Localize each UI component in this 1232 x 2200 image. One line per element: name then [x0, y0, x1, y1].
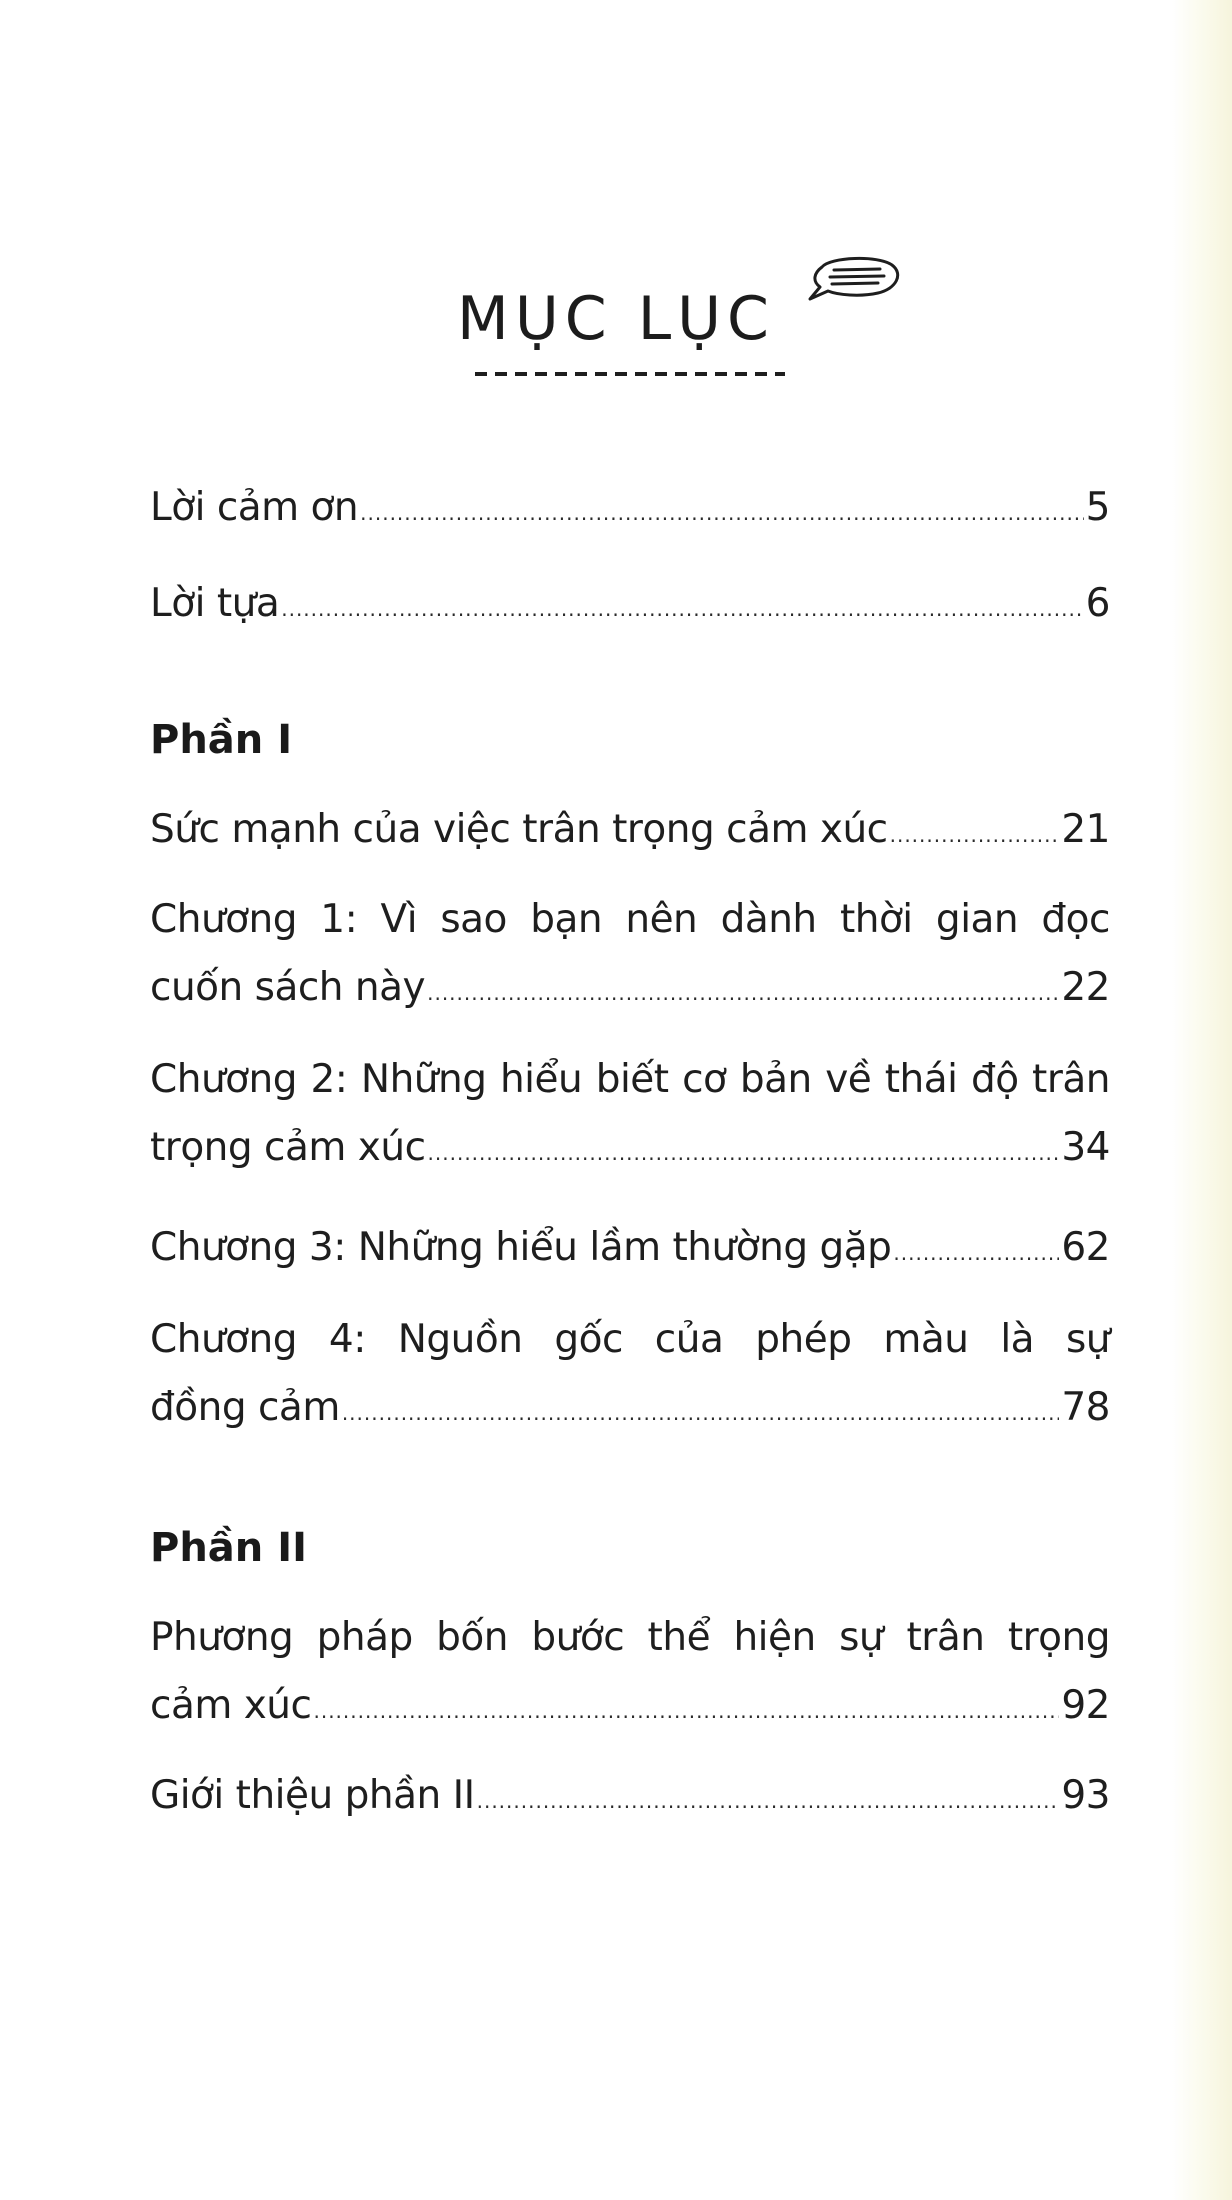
dot-leader	[427, 954, 1059, 1027]
speech-bubble-icon	[800, 255, 900, 315]
toc-page-number: 92	[1061, 1683, 1110, 1728]
toc-entry-label: Sức mạnh của việc trân trọng cảm xúc	[150, 807, 888, 852]
dot-leader	[342, 1374, 1060, 1447]
toc-page-number: 6	[1085, 581, 1110, 626]
dot-leader	[360, 474, 1084, 547]
toc-page-number: 78	[1061, 1385, 1110, 1430]
toc-entry-preface	[150, 570, 1110, 643]
dot-leader	[890, 796, 1060, 869]
toc-page-number: 21	[1061, 807, 1110, 852]
toc-entry-first-line: Chương 1: Vì sao bạn nên dành thời gian đọc	[150, 897, 1110, 942]
toc-entry-chapter-3	[150, 1214, 1110, 1287]
toc-page-number: 5	[1085, 485, 1110, 530]
toc-entry-label: trọng cảm xúc	[150, 1125, 426, 1170]
toc-entry-label: Lời cảm ơn	[150, 485, 359, 530]
dot-leader	[477, 1762, 1060, 1835]
toc-entry-first-line: Phương pháp bốn bước thể hiện sự trân trọng	[150, 1615, 1110, 1660]
title-block	[0, 255, 1232, 425]
toc-entry-first-line: Chương 2: Những hiểu biết cơ bản về thái độ trân	[150, 1057, 1110, 1102]
toc-entry-part2-method	[150, 1604, 1110, 1745]
dot-leader	[428, 1114, 1060, 1187]
toc-entry-label: Chương 3: Những hiểu lầm thường gặp	[150, 1225, 892, 1270]
toc-entry-label: đồng cảm	[150, 1385, 340, 1430]
toc-entry-chapter-2	[150, 1046, 1110, 1187]
toc-entry-part2-intro	[150, 1762, 1110, 1835]
toc-page-number: 22	[1061, 965, 1110, 1010]
part-heading: Phần II	[150, 1525, 307, 1571]
dot-leader	[313, 1672, 1059, 1745]
toc-entry-chapter-4	[150, 1306, 1110, 1447]
toc-entry-chapter-1	[150, 886, 1110, 1027]
dot-leader	[281, 570, 1083, 643]
part-heading: Phần I	[150, 717, 293, 763]
title-underline	[475, 371, 785, 377]
dot-leader	[893, 1214, 1059, 1287]
page-title: MỤC LỤC	[457, 284, 775, 354]
toc-entry-acknowledgements	[150, 474, 1110, 547]
toc-page-number: 34	[1061, 1125, 1110, 1170]
toc-page-number: 93	[1061, 1773, 1110, 1818]
toc-entry-label: Lời tựa	[150, 581, 280, 626]
toc-entry-label: cảm xúc	[150, 1683, 312, 1728]
toc-page-number: 62	[1061, 1225, 1110, 1270]
toc-entry-part1-intro	[150, 796, 1110, 869]
toc-entry-first-line: Chương 4: Nguồn gốc của phép màu là sự	[150, 1317, 1110, 1362]
toc-entry-label: Giới thiệu phần II	[150, 1773, 475, 1818]
toc-entry-label: cuốn sách này	[150, 965, 426, 1010]
